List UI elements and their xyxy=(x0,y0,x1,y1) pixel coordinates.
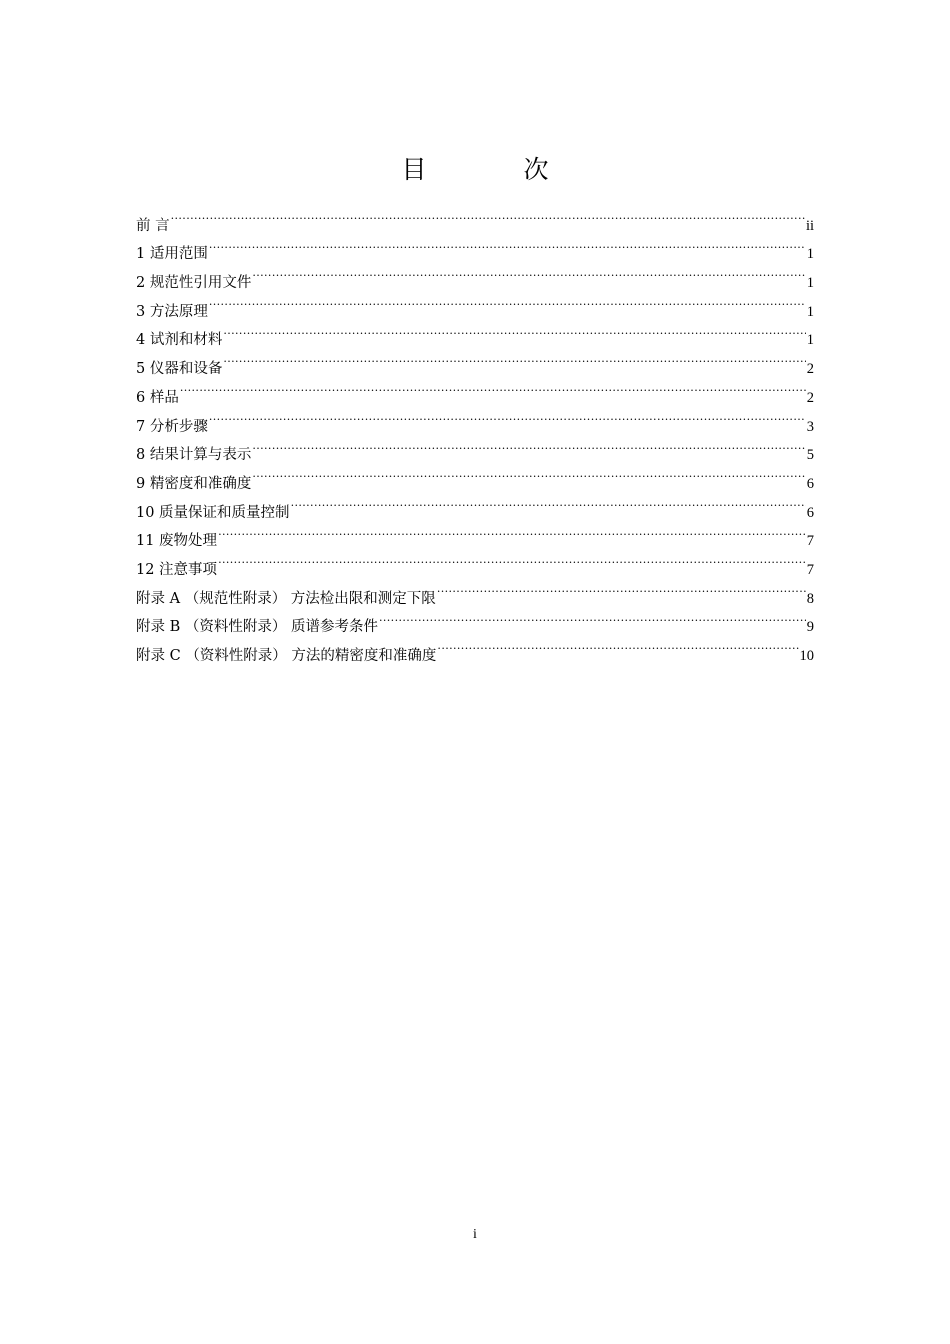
table-of-contents xyxy=(136,201,814,664)
toc-entry-preface[interactable] xyxy=(136,201,814,234)
toc-entry-text: 11 废物处理 xyxy=(136,533,218,550)
toc-entry-text: 6 样品 xyxy=(136,389,179,406)
toc-entry-text: 附录 C （资料性附录） 方法的精密度和准确度 xyxy=(136,648,437,664)
toc-entry-notes[interactable] xyxy=(136,545,814,578)
toc-entry-text: 8 结果计算与表示 xyxy=(136,447,252,464)
toc-entry-page: 2 xyxy=(806,361,814,378)
toc-entry-page: ii xyxy=(805,217,814,234)
toc-leader-dots xyxy=(218,545,806,574)
toc-leader-dots xyxy=(252,258,805,287)
toc-leader-dots xyxy=(223,316,805,345)
toc-entry-procedure[interactable] xyxy=(136,402,814,435)
toc-entry-page: 8 xyxy=(806,590,814,607)
toc-leader-dots xyxy=(218,517,806,546)
toc-entry-text: 5 仪器和设备 xyxy=(136,361,223,378)
toc-entry-waste[interactable] xyxy=(136,517,814,550)
toc-entry-text: 前 言 xyxy=(136,217,170,234)
toc-entry-annex-a[interactable] xyxy=(136,574,814,607)
toc-entry-page: 1 xyxy=(806,246,814,263)
toc-entry-normative-references[interactable] xyxy=(136,258,814,292)
toc-entry-page: 1 xyxy=(806,275,814,292)
toc-leader-dots xyxy=(437,574,806,603)
toc-entry-apparatus[interactable] xyxy=(136,344,814,378)
toc-entry-page: 3 xyxy=(806,418,814,435)
toc-entry-reagents[interactable] xyxy=(136,316,814,349)
toc-entry-page: 7 xyxy=(806,561,814,578)
page-title: 目 次 xyxy=(401,155,585,184)
toc-entry-page: 10 xyxy=(799,648,814,664)
toc-entry-text: 3 方法原理 xyxy=(136,303,208,320)
toc-leader-dots xyxy=(291,488,806,517)
toc-entry-text: 1 适用范围 xyxy=(136,246,208,263)
toc-entry-text: 4 试剂和材料 xyxy=(136,332,223,349)
toc-leader-dots xyxy=(209,402,806,431)
toc-entry-text: 12 注意事项 xyxy=(136,561,218,578)
toc-entry-text: 7 分析步骤 xyxy=(136,418,208,435)
toc-leader-dots xyxy=(252,431,805,460)
toc-entry-page: 6 xyxy=(806,504,814,521)
page-number: i xyxy=(473,1227,477,1242)
toc-leader-dots xyxy=(209,287,806,316)
toc-entry-samples[interactable] xyxy=(136,373,814,406)
toc-entry-text: 10 质量保证和质量控制 xyxy=(136,504,290,521)
toc-entry-page: 2 xyxy=(806,389,814,406)
toc-entry-page: 9 xyxy=(806,619,814,636)
toc-leader-dots xyxy=(379,603,806,632)
toc-entry-page: 7 xyxy=(806,533,814,550)
toc-entry-page: 5 xyxy=(806,447,814,464)
toc-entry-page: 1 xyxy=(806,332,814,349)
toc-entry-text: 2 规范性引用文件 xyxy=(136,275,252,292)
toc-leader-dots xyxy=(252,459,805,488)
toc-entry-text: 9 精密度和准确度 xyxy=(136,475,252,492)
toc-leader-dots xyxy=(209,230,806,259)
toc-leader-dots xyxy=(223,344,805,373)
toc-entry-scope[interactable] xyxy=(136,230,814,263)
toc-entry-text: 附录 B （资料性附录） 质谱参考条件 xyxy=(136,619,378,636)
toc-entry-text: 附录 A （规范性附录） 方法检出限和测定下限 xyxy=(136,590,436,607)
toc-leader-dots xyxy=(437,631,798,660)
toc-entry-page: 6 xyxy=(806,475,814,492)
toc-leader-dots xyxy=(171,201,805,230)
toc-leader-dots xyxy=(180,373,806,402)
toc-entry-principle[interactable] xyxy=(136,287,814,320)
toc-entry-calculation[interactable] xyxy=(136,431,814,464)
toc-entry-page: 1 xyxy=(806,303,814,320)
